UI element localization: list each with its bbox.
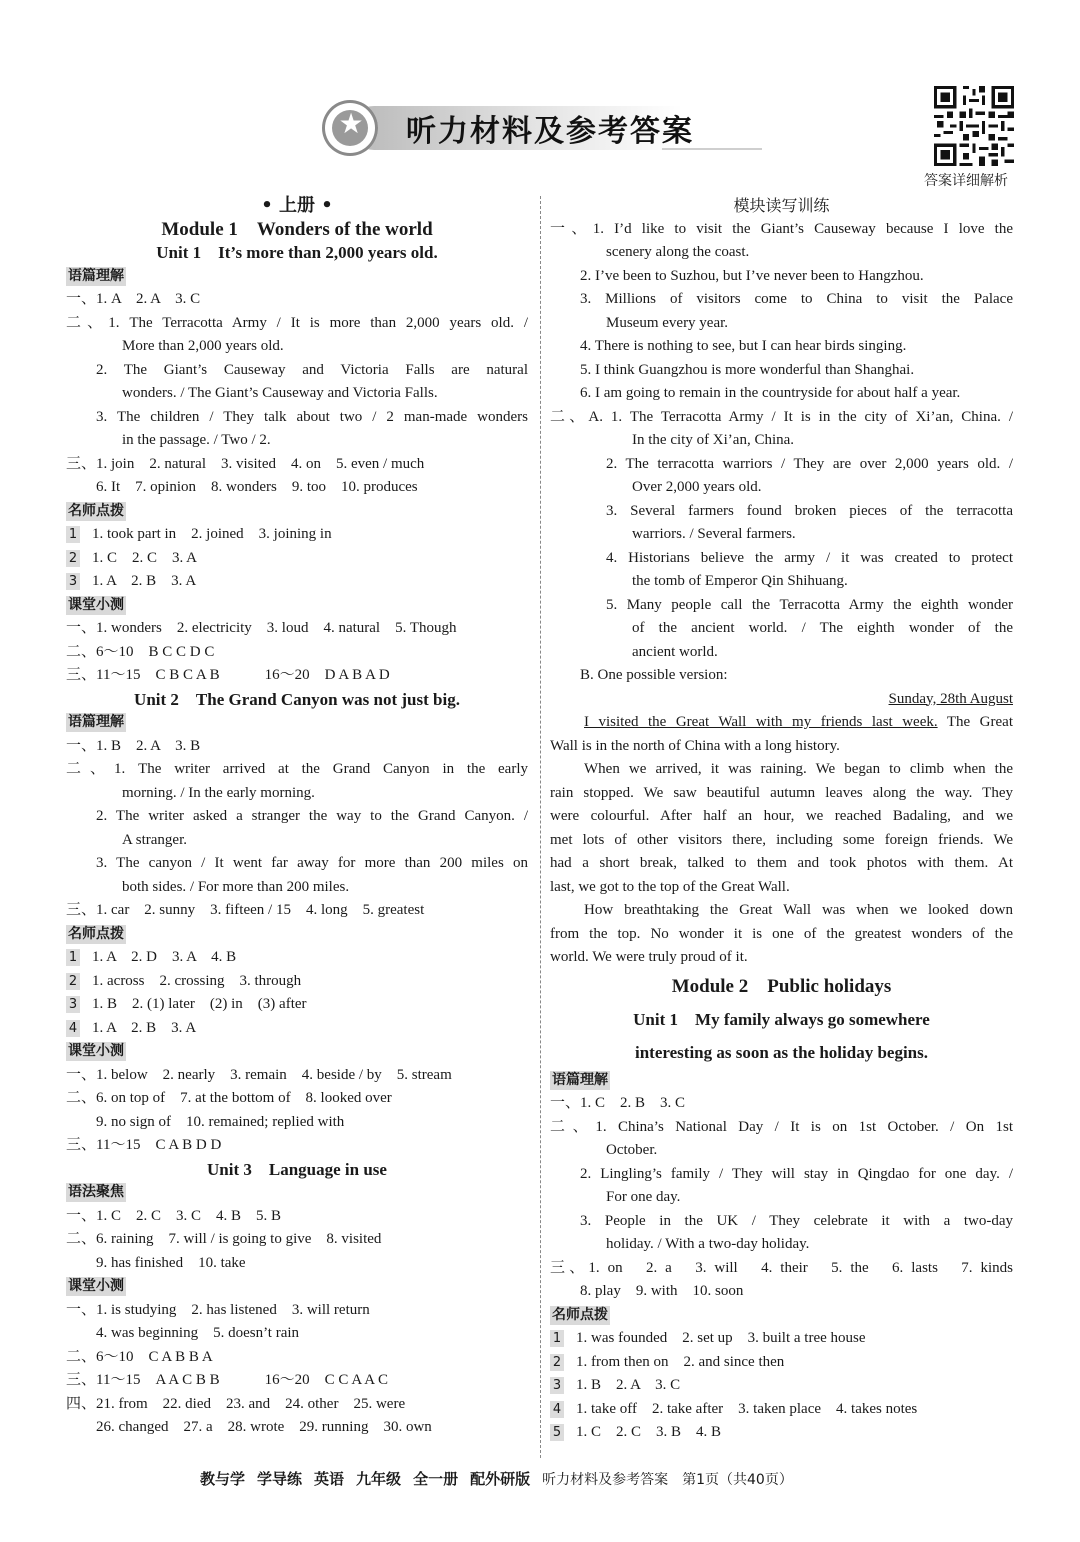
answer-line: [66, 946, 528, 970]
answer-line: [66, 359, 528, 383]
footer-book-label: 九年级: [356, 1470, 402, 1488]
item-number-badge: 3: [66, 573, 80, 590]
answer-line: [550, 265, 1013, 289]
answer-line: [66, 1017, 528, 1041]
qr-caption: 答案详细解析: [924, 173, 1008, 189]
answer-text: morning. / In the early morning.: [122, 784, 315, 801]
answer-text: 5. Many people call the Terracotta Army the eighth wonder: [606, 596, 1013, 613]
section-tag: [66, 594, 528, 618]
answer-line: [550, 547, 1013, 571]
answer-line: [66, 664, 528, 688]
answer-text: Module 1 Wonders of the world: [161, 218, 433, 240]
answer-line: [66, 241, 528, 265]
answer-line: [550, 1421, 1013, 1445]
answer-text: 三、1. car 2. sunny 3. fifteen / 15 4. long 5. greatest: [66, 902, 425, 918]
answer-line: [66, 688, 528, 712]
answer-line: [550, 1116, 1013, 1140]
answer-text: 二、1. China’s National Day / It is on 1st October. / On 1st: [550, 1118, 1013, 1135]
section-tag: [66, 711, 528, 735]
answer-line: [66, 1064, 528, 1088]
section-tag-label: 语篇理解: [68, 267, 124, 284]
title-banner: [322, 100, 762, 158]
answer-line: [550, 1280, 1013, 1304]
item-number-badge: 1: [550, 1330, 564, 1347]
answer-line: [66, 1299, 528, 1323]
answer-text: Module 2 Public holidays: [671, 975, 892, 997]
answer-text: 2. Lingling’s family / They will stay in Qingdao for one day. /: [580, 1165, 1013, 1182]
answer-line: [66, 993, 528, 1017]
section-tag: [66, 265, 528, 289]
answer-text: 6. It 7. opinion 8. wonders 9. too 10. produces: [96, 479, 418, 495]
answer-text: • 上册 •: [261, 195, 333, 216]
answer-text: Unit 2 The Grand Canyon was not just big.: [134, 689, 460, 709]
answer-text: 3. The canyon / It went far away for more than 200 miles on: [96, 855, 528, 871]
answer-text: met lots of other visitors there, including some foreign friends. We: [550, 831, 1013, 848]
answer-line: [550, 359, 1013, 383]
answer-text: 二、6～10 B C C D C: [66, 643, 215, 660]
answer-text: 一、1. C 2. C 3. C 4. B 5. B: [66, 1207, 282, 1224]
answer-text: B. One possible version:: [580, 667, 728, 683]
answer-text: 8. play 9. with 10. soon: [580, 1283, 744, 1299]
qr-code-icon[interactable]: [934, 86, 1014, 166]
section-tag-label: 名师点拨: [552, 1306, 608, 1323]
answer-line: [550, 1210, 1013, 1234]
footer-book-label: 全一册: [413, 1470, 459, 1488]
answer-text: rain stopped. We saw beautiful autumn leaves along the way. They: [550, 784, 1013, 801]
section-tag-label: 语法聚焦: [68, 1184, 124, 1200]
answer-text: in the passage. / Two / 2.: [122, 432, 271, 448]
answer-text: Unit 3 Language in use: [207, 1159, 387, 1179]
answer-text: 二、1. The Terracotta Army / It is more than 2,000 years old. /: [66, 314, 528, 331]
footer: [200, 1468, 1020, 1489]
section-tag-label: 语篇理解: [552, 1071, 608, 1088]
answer-text: from the top. No wonder it is one of the greatest wonders of the: [550, 925, 1013, 942]
answer-text: 2. The Giant’s Causeway and Victoria Falls are natural: [96, 361, 528, 378]
answer-line: [550, 500, 1013, 524]
answer-line: [550, 523, 1013, 547]
answer-text: How breathtaking the Great Wall was when we looked down: [584, 902, 1013, 918]
answer-line: [550, 241, 1013, 265]
star-icon: ★: [322, 100, 378, 156]
answer-line: [66, 547, 528, 571]
answer-text: 1. across 2. crossing 3. through: [92, 972, 302, 989]
answer-text: both sides. / For more than 200 miles.: [122, 878, 350, 895]
answer-line: [550, 876, 1013, 900]
answer-text: October.: [606, 1142, 658, 1158]
page-title: 听力材料及参考答案: [406, 114, 694, 149]
answer-text: In the city of Xi’an, China.: [632, 432, 795, 448]
answer-text: 三、1. on 2. a 3. will 4. their 5. the 6. lasts 7. kinds: [550, 1259, 1013, 1276]
answer-text: Unit 1 My family always go somewhere: [633, 1009, 930, 1029]
answer-line: [66, 218, 528, 242]
answer-text: 1. B 2. A 3. C: [576, 1377, 681, 1393]
answer-line: [550, 1233, 1013, 1257]
section-tag: [66, 1275, 528, 1299]
answer-line: [66, 1393, 528, 1417]
answer-text: 二、6. raining 7. will / is going to give 8. visited: [66, 1231, 382, 1247]
answer-line: [66, 1346, 528, 1370]
answer-line: [550, 1327, 1013, 1351]
answer-text: When we arrived, it was raining. We began to climb when the: [584, 761, 1013, 777]
answer-line: [66, 735, 528, 759]
section-tag: [66, 1181, 528, 1205]
left-column: [66, 194, 528, 1440]
answer-text: 四、21. from 22. died 23. and 24. other 25. were: [66, 1395, 406, 1412]
answer-line: [66, 570, 528, 594]
answer-line: [66, 1111, 528, 1135]
answer-text: 二、6～10 C A B B A: [66, 1348, 213, 1365]
answer-line: [550, 1351, 1013, 1375]
answer-text: Museum every year.: [606, 314, 729, 331]
answer-line: [550, 453, 1013, 477]
answer-line: [66, 523, 528, 547]
answer-line: [66, 429, 528, 453]
answer-text: scenery along the coast.: [606, 244, 750, 260]
answer-line: [550, 194, 1013, 218]
answer-line: [550, 1139, 1013, 1163]
answer-line: [66, 970, 528, 994]
answer-text: Over 2,000 years old.: [632, 479, 762, 495]
answer-line: [550, 735, 1013, 759]
footer-book-label: 教与学: [200, 1470, 246, 1488]
answer-line: [550, 805, 1013, 829]
answer-line: [66, 312, 528, 336]
answer-text: 一、1. A 2. A 3. C: [66, 291, 201, 307]
item-number-badge: 2: [66, 550, 80, 567]
answer-line: [550, 570, 1013, 594]
answer-line: [66, 1369, 528, 1393]
section-tag-label: 课堂小测: [68, 1278, 124, 1294]
answer-line: [550, 688, 1013, 712]
answer-text: 1. C 2. C 3. B 4. B: [576, 1424, 722, 1440]
answer-text: warriors. / Several farmers.: [632, 526, 796, 542]
answer-line: [66, 1416, 528, 1440]
answer-text: 3. The children / They talk about two / 2 man-made wonders: [96, 408, 528, 425]
answer-text: 3. Millions of visitors come to China to visit the Palace: [580, 291, 1013, 307]
answer-line: [550, 899, 1013, 923]
answer-text: 三、11～15 A A C B B 16～20 C C A A C: [66, 1372, 389, 1388]
section-tag-label: 语篇理解: [68, 714, 124, 730]
answer-line: [550, 617, 1013, 641]
section-tag: [66, 1040, 528, 1064]
answer-line: [66, 1252, 528, 1276]
answer-line: [550, 594, 1013, 618]
answer-text: last, we got to the top of the Great Wall.: [550, 878, 790, 895]
footer-book-label: 学导练: [257, 1470, 303, 1488]
answer-line: [66, 805, 528, 829]
answer-line: [66, 1205, 528, 1229]
answer-text: 1. was founded 2. set up 3. built a tree house: [576, 1330, 866, 1346]
answer-line: [66, 758, 528, 782]
answer-line: [66, 876, 528, 900]
answer-line: [550, 1003, 1013, 1036]
answer-text: Wall is in the north of China with a long history.: [550, 737, 840, 754]
answer-text: 4. Historians believe the army / it was created to protect: [606, 549, 1013, 566]
section-tag: [550, 1304, 1013, 1328]
answer-text: 9. has finished 10. take: [96, 1254, 246, 1271]
answer-text: 1. A 2. B 3. A: [92, 573, 197, 589]
section-tag: [550, 1069, 1013, 1093]
answer-text: 3. Several farmers found broken pieces of the terracotta: [606, 502, 1013, 519]
answer-line: [66, 382, 528, 406]
answer-text: 三、11～15 C A B D D: [66, 1137, 222, 1153]
answer-text: 2. The terracotta warriors / They are over 2,000 years old. /: [606, 455, 1013, 472]
answer-line: [66, 782, 528, 806]
answer-text: 1. from then on 2. and since then: [576, 1353, 785, 1370]
answer-text: 1. C 2. C 3. A: [92, 549, 198, 566]
answer-text: 2. I’ve been to Suzhou, but I’ve never been to Hangzhou.: [580, 267, 924, 284]
answer-line: [550, 1036, 1013, 1069]
answer-line: [66, 899, 528, 923]
answer-text: had a short break, talked to them and took photos with them. At: [550, 855, 1013, 871]
item-number-badge: 4: [66, 1020, 80, 1037]
answer-text: 三、11～15 C B C A B 16～20 D A B A D: [66, 667, 390, 683]
answer-text: 2. The writer asked a stranger the way to the Grand Canyon. /: [96, 808, 528, 824]
column-divider: [540, 196, 541, 1458]
answer-line: [66, 1322, 528, 1346]
section-tag: [66, 923, 528, 947]
answer-line: [66, 288, 528, 312]
answer-text: 三、1. join 2. natural 3. visited 4. on 5. even / much: [66, 455, 425, 472]
section-tag-label: 名师点拨: [68, 502, 124, 519]
answer-text: interesting as soon as the holiday begins.: [635, 1042, 928, 1062]
answer-line: [550, 335, 1013, 359]
answer-text: 一、1. I’d like to visit the Giant’s Causeway because I love the: [550, 220, 1013, 237]
answer-line: [550, 312, 1013, 336]
item-number-badge: 2: [550, 1354, 564, 1371]
answer-text: I visited the Great Wall with my friends last week.: [584, 714, 938, 730]
answer-text: 二、1. The writer arrived at the Grand Canyon in the early: [66, 761, 528, 777]
answer-text: of the ancient world. / The eighth wonder of the: [632, 620, 1013, 636]
answer-line: [66, 641, 528, 665]
answer-text: 5. I think Guangzhou is more wonderful than Shanghai.: [580, 361, 915, 378]
answer-line: [66, 617, 528, 641]
answer-line: [550, 970, 1013, 1003]
answer-line: [550, 758, 1013, 782]
answer-text: For one day.: [606, 1189, 681, 1205]
answer-line: [550, 382, 1013, 406]
answer-text: Unit 1 It’s more than 2,000 years old.: [156, 243, 438, 262]
answer-line: [550, 664, 1013, 688]
item-number-badge: 1: [66, 949, 80, 966]
answer-text: 6. I am going to remain in the countryside for about half a year.: [580, 385, 961, 401]
answer-line: [550, 1257, 1013, 1281]
answer-line: [550, 829, 1013, 853]
answer-line: [550, 1186, 1013, 1210]
footer-book-label: 配外研版: [470, 1470, 531, 1488]
footer-book-label: 英语: [314, 1470, 345, 1488]
answer-text: 1. A 2. D 3. A 4. B: [92, 949, 237, 965]
answer-text: Sunday, 28th August: [888, 690, 1013, 707]
answer-line: [66, 453, 528, 477]
answer-line: [550, 1163, 1013, 1187]
answer-line: [550, 923, 1013, 947]
answer-line: [66, 194, 528, 218]
item-number-badge: 5: [550, 1424, 564, 1441]
section-tag-label: 名师点拨: [68, 925, 124, 942]
answer-text: were colourful. After half an hour, we reached Badaling, and we: [550, 808, 1013, 824]
answer-text: 1. took part in 2. joined 3. joining in: [92, 526, 332, 542]
answer-text: 一、1. B 2. A 3. B: [66, 737, 201, 754]
answer-line: [66, 852, 528, 876]
answer-line: [550, 711, 1013, 735]
answer-line: [66, 406, 528, 430]
answer-line: [550, 782, 1013, 806]
answer-text: the tomb of Emperor Qin Shihuang.: [632, 573, 848, 589]
answer-line: [66, 335, 528, 359]
answer-text: 26. changed 27. a 28. wrote 29. running 30. own: [96, 1419, 432, 1435]
section-tag-label: 课堂小测: [68, 1043, 124, 1059]
answer-line: [66, 1087, 528, 1111]
right-column: [550, 194, 1013, 1445]
answer-text: 3. People in the UK / They celebrate it with a two-day: [580, 1212, 1013, 1229]
answer-text: 1. B 2. (1) later (2) in (3) after: [92, 996, 307, 1012]
answer-text: 一、1. below 2. nearly 3. remain 4. beside / by 5. stream: [66, 1066, 452, 1083]
item-number-badge: 3: [550, 1377, 564, 1394]
answer-line: [550, 946, 1013, 970]
footer-page-info: 听力材料及参考答案 第1页（共40页）: [542, 1472, 793, 1488]
answer-line: [550, 641, 1013, 665]
answer-text: 4. was beginning 5. doesn’t rain: [96, 1325, 300, 1341]
answer-line: [66, 1158, 528, 1182]
answer-text: 模块读写训练: [733, 196, 830, 215]
answer-text: 二、6. on top of 7. at the bottom of 8. looked over: [66, 1090, 392, 1106]
answer-text: holiday. / With a two-day holiday.: [606, 1236, 810, 1252]
answer-text-tail: The Great: [937, 714, 1013, 730]
section-tag-label: 课堂小测: [68, 596, 124, 613]
answer-text: 1. take off 2. take after 3. taken place 4. takes notes: [576, 1400, 918, 1417]
answer-text: 一、1. wonders 2. electricity 3. loud 4. natural 5. Though: [66, 620, 457, 636]
answer-line: [550, 218, 1013, 242]
answer-text: ancient world.: [632, 643, 718, 660]
item-number-badge: 4: [550, 1401, 564, 1418]
answer-line: [66, 476, 528, 500]
answer-text: 二、A. 1. The Terracotta Army / It is in the city of Xi’an, China. /: [550, 408, 1013, 425]
answer-line: [550, 406, 1013, 430]
answer-line: [550, 288, 1013, 312]
item-number-badge: 2: [66, 973, 80, 990]
answer-line: [66, 829, 528, 853]
answer-text: world. We were truly proud of it.: [550, 949, 748, 965]
answer-line: [550, 852, 1013, 876]
answer-text: 4. There is nothing to see, but I can hear birds singing.: [580, 338, 907, 354]
answer-line: [550, 1092, 1013, 1116]
answer-line: [550, 1398, 1013, 1422]
answer-line: [66, 1228, 528, 1252]
section-tag: [66, 500, 528, 524]
answer-line: [550, 429, 1013, 453]
answer-line: [66, 1134, 528, 1158]
item-number-badge: 3: [66, 996, 80, 1013]
item-number-badge: 1: [66, 526, 80, 543]
answer-line: [550, 1374, 1013, 1398]
answer-text: 一、1. C 2. B 3. C: [550, 1095, 686, 1111]
answer-text: More than 2,000 years old.: [122, 338, 284, 354]
answer-text: 9. no sign of 10. remained; replied with: [96, 1113, 345, 1130]
answer-text: A stranger.: [122, 831, 187, 848]
answer-text: 1. A 2. B 3. A: [92, 1019, 197, 1036]
answer-text: 一、1. is studying 2. has listened 3. will return: [66, 1301, 370, 1318]
answer-text: wonders. / The Giant’s Causeway and Victoria Falls.: [122, 385, 438, 401]
answer-line: [550, 476, 1013, 500]
